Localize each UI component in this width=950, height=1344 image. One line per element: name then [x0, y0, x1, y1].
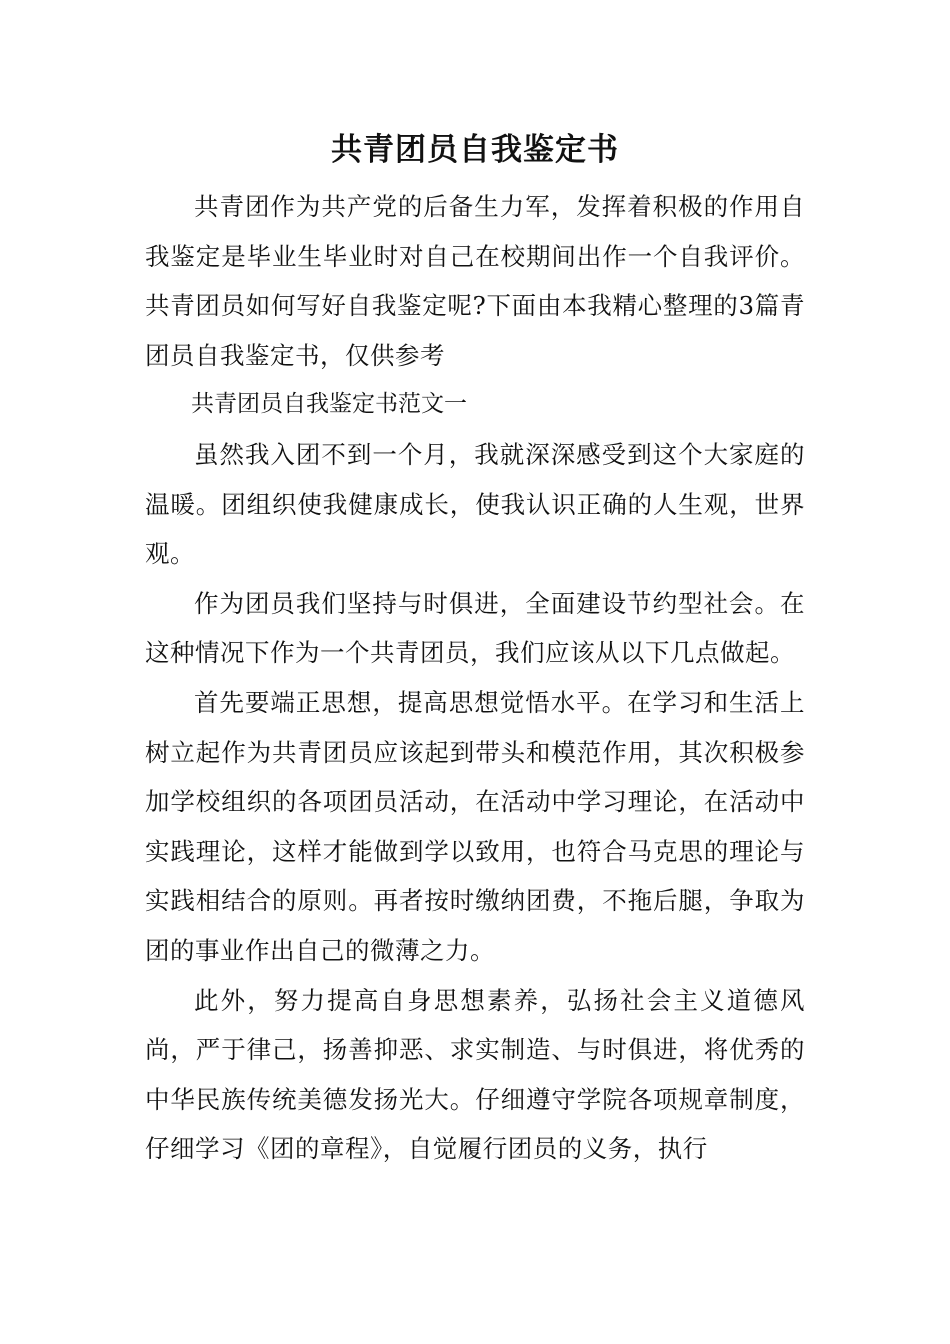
body-paragraph-3: 首先要端正思想，提高思想觉悟水平。在学习和生活上树立起作为共青团员应该起到带头和模范作用，其次积极参加学校组织的各项团员活动，在活动中学习理论，在活动中实践理论，这样才能做到学以致用，也符合马克思的理论与实践相结合的原则。再者按时缴纳团费，不拖后腿，争取为团的事业作出自己的微薄之力。: [145, 687, 805, 965]
body-paragraph-1: 虽然我入团不到一个月，我就深深感受到这个大家庭的温暖。团组织使我健康成长，使我认识正确的人生观，世界观。: [145, 439, 805, 569]
intro-paragraph: 共青团作为共产党的后备生力军，发挥着积极的作用自我鉴定是毕业生毕业时对自己在校期间出作一个自我评价。共青团员如何写好自我鉴定呢?下面由本我精心整理的3篇青团员自我鉴定书，仅供参考: [145, 192, 805, 370]
body-paragraph-2: 作为团员我们坚持与时俱进，全面建设节约型社会。在这种情况下作为一个共青团员，我们应该从以下几点做起。: [145, 588, 805, 668]
document-title: 共青团员自我鉴定书: [331, 132, 619, 168]
section-heading: 共青团员自我鉴定书范文一: [191, 391, 467, 418]
body-paragraph-4: 此外，努力提高自身思想素养，弘扬社会主义道德风尚，严于律己，扬善抑恶、求实制造、与时俱进，将优秀的中华民族传统美德发扬光大。仔细遵守学院各项规章制度，仔细学习《团的章程》，自觉履行团员的义务，执行: [145, 985, 805, 1164]
document-body: [145, 124, 805, 1174]
